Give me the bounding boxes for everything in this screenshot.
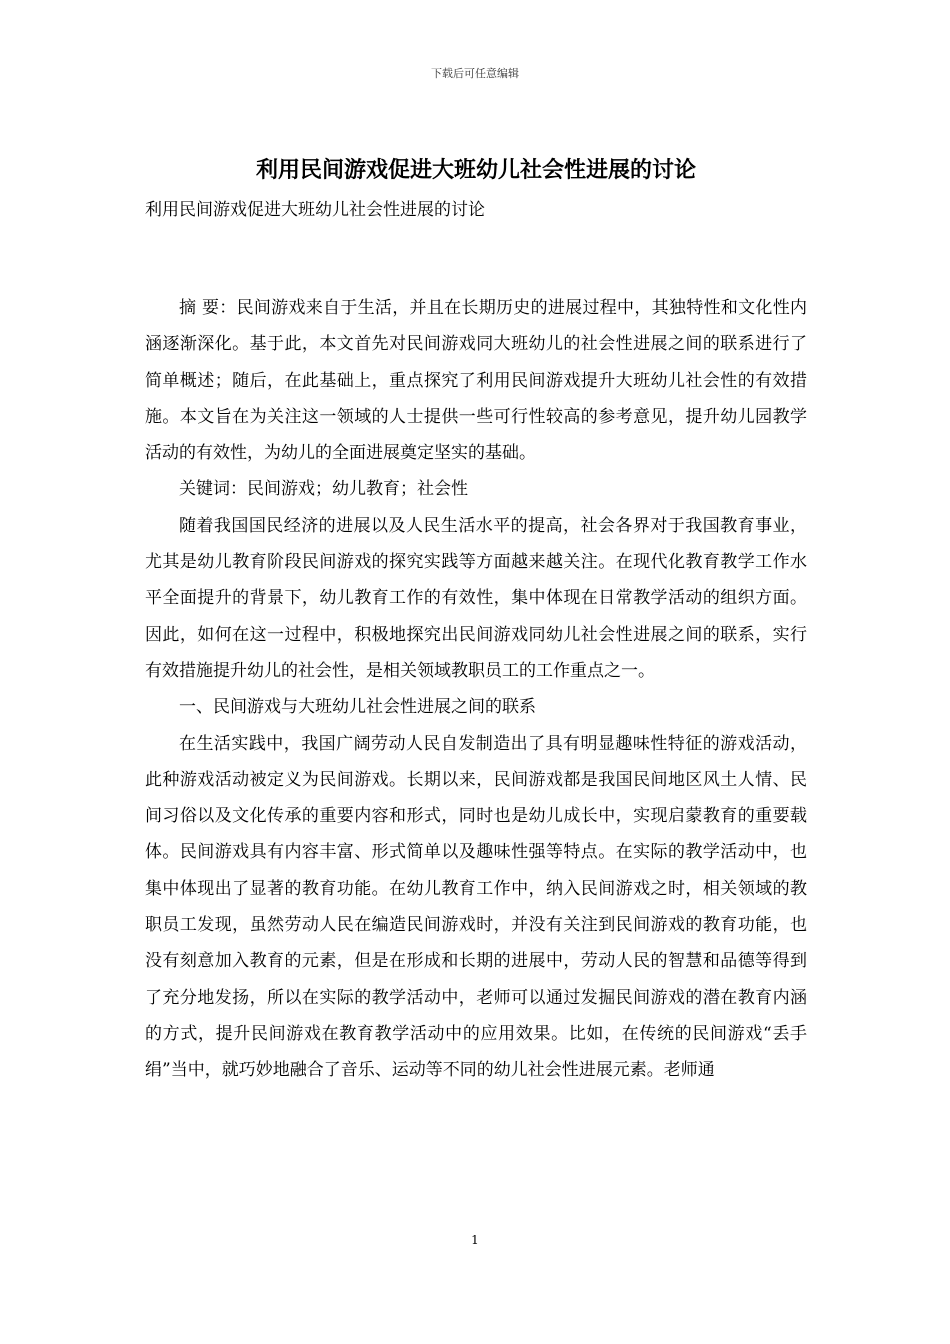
blank-space: [145, 228, 807, 290]
document-body: [145, 148, 807, 1089]
document-title: 利用民间游戏促进大班幼儿社会性进展的讨论: [255, 157, 696, 183]
page-header: 下载后可任意编辑: [431, 67, 519, 80]
section-heading: 一、民间游戏与大班幼儿社会性进展之间的联系: [179, 697, 536, 718]
document-subtitle: 利用民间游戏促进大班幼儿社会性进展的讨论: [145, 200, 485, 220]
intro-paragraph: 随着我国国民经济的进展以及人民生活水平的提高，社会各界对于我国教育事业，尤其是幼儿教育阶段民间游戏的探究实践等方面越来越关注。在现代化教育教学工作水平全面提升的背景下，幼儿教育工作的有效性，集中体现在日常教学活动的组织方面。因此，如何在这一过程中，积极地探究出民间游戏同幼儿社会性进展之间的联系，实行有效措施提升幼儿的社会性，是相关领域教职员工的工作重点之一。: [145, 515, 807, 681]
section-paragraph: 在生活实践中，我国广阔劳动人民自发制造出了具有明显趣味性特征的游戏活动，此种游戏活动被定义为民间游戏。长期以来，民间游戏都是我国民间地区风土人情、民间习俗以及文化传承的重要内容和形式，同时也是幼儿成长中，实现启蒙教育的重要载体。民间游戏具有内容丰富、形式简单以及趣味性强等特点。在实际的教学活动中，也集中体现出了显著的教育功能。在幼儿教育工作中，纳入民间游戏之时，相关领域的教职员工发现，虽然劳动人民在编造民间游戏时，并没有关注到民间游戏的教育功能，也没有刻意加入教育的元素，但是在形成和长期的进展中，劳动人民的智慧和品德等得到了充分地发扬，所以在实际的教学活动中，老师可以通过发掘民间游戏的潜在教育内涵的方式，提升民间游戏在教育教学活动中的应用效果。比如，在传统的民间游戏“丢手绢”当中，就巧妙地融合了音乐、运动等不同的幼儿社会性进展元素。老师通: [145, 733, 807, 1081]
keywords-line: 关键词：民间游戏；幼儿教育；社会性: [179, 479, 468, 500]
page-number: 1: [471, 1233, 479, 1247]
abstract-paragraph: 摘 要：民间游戏来自于生活，并且在长期历史的进展过程中，其独特性和文化性内涵逐渐深化。基于此，本文首先对民间游戏同大班幼儿的社会性进展之间的联系进行了简单概述；随后，在此基础上，重点探究了利用民间游戏提升大班幼儿社会性的有效措施。本文旨在为关注这一领域的人士提供一些可行性较高的参考意见，提升幼儿园教学活动的有效性，为幼儿的全面进展奠定坚实的基础。: [145, 298, 807, 464]
